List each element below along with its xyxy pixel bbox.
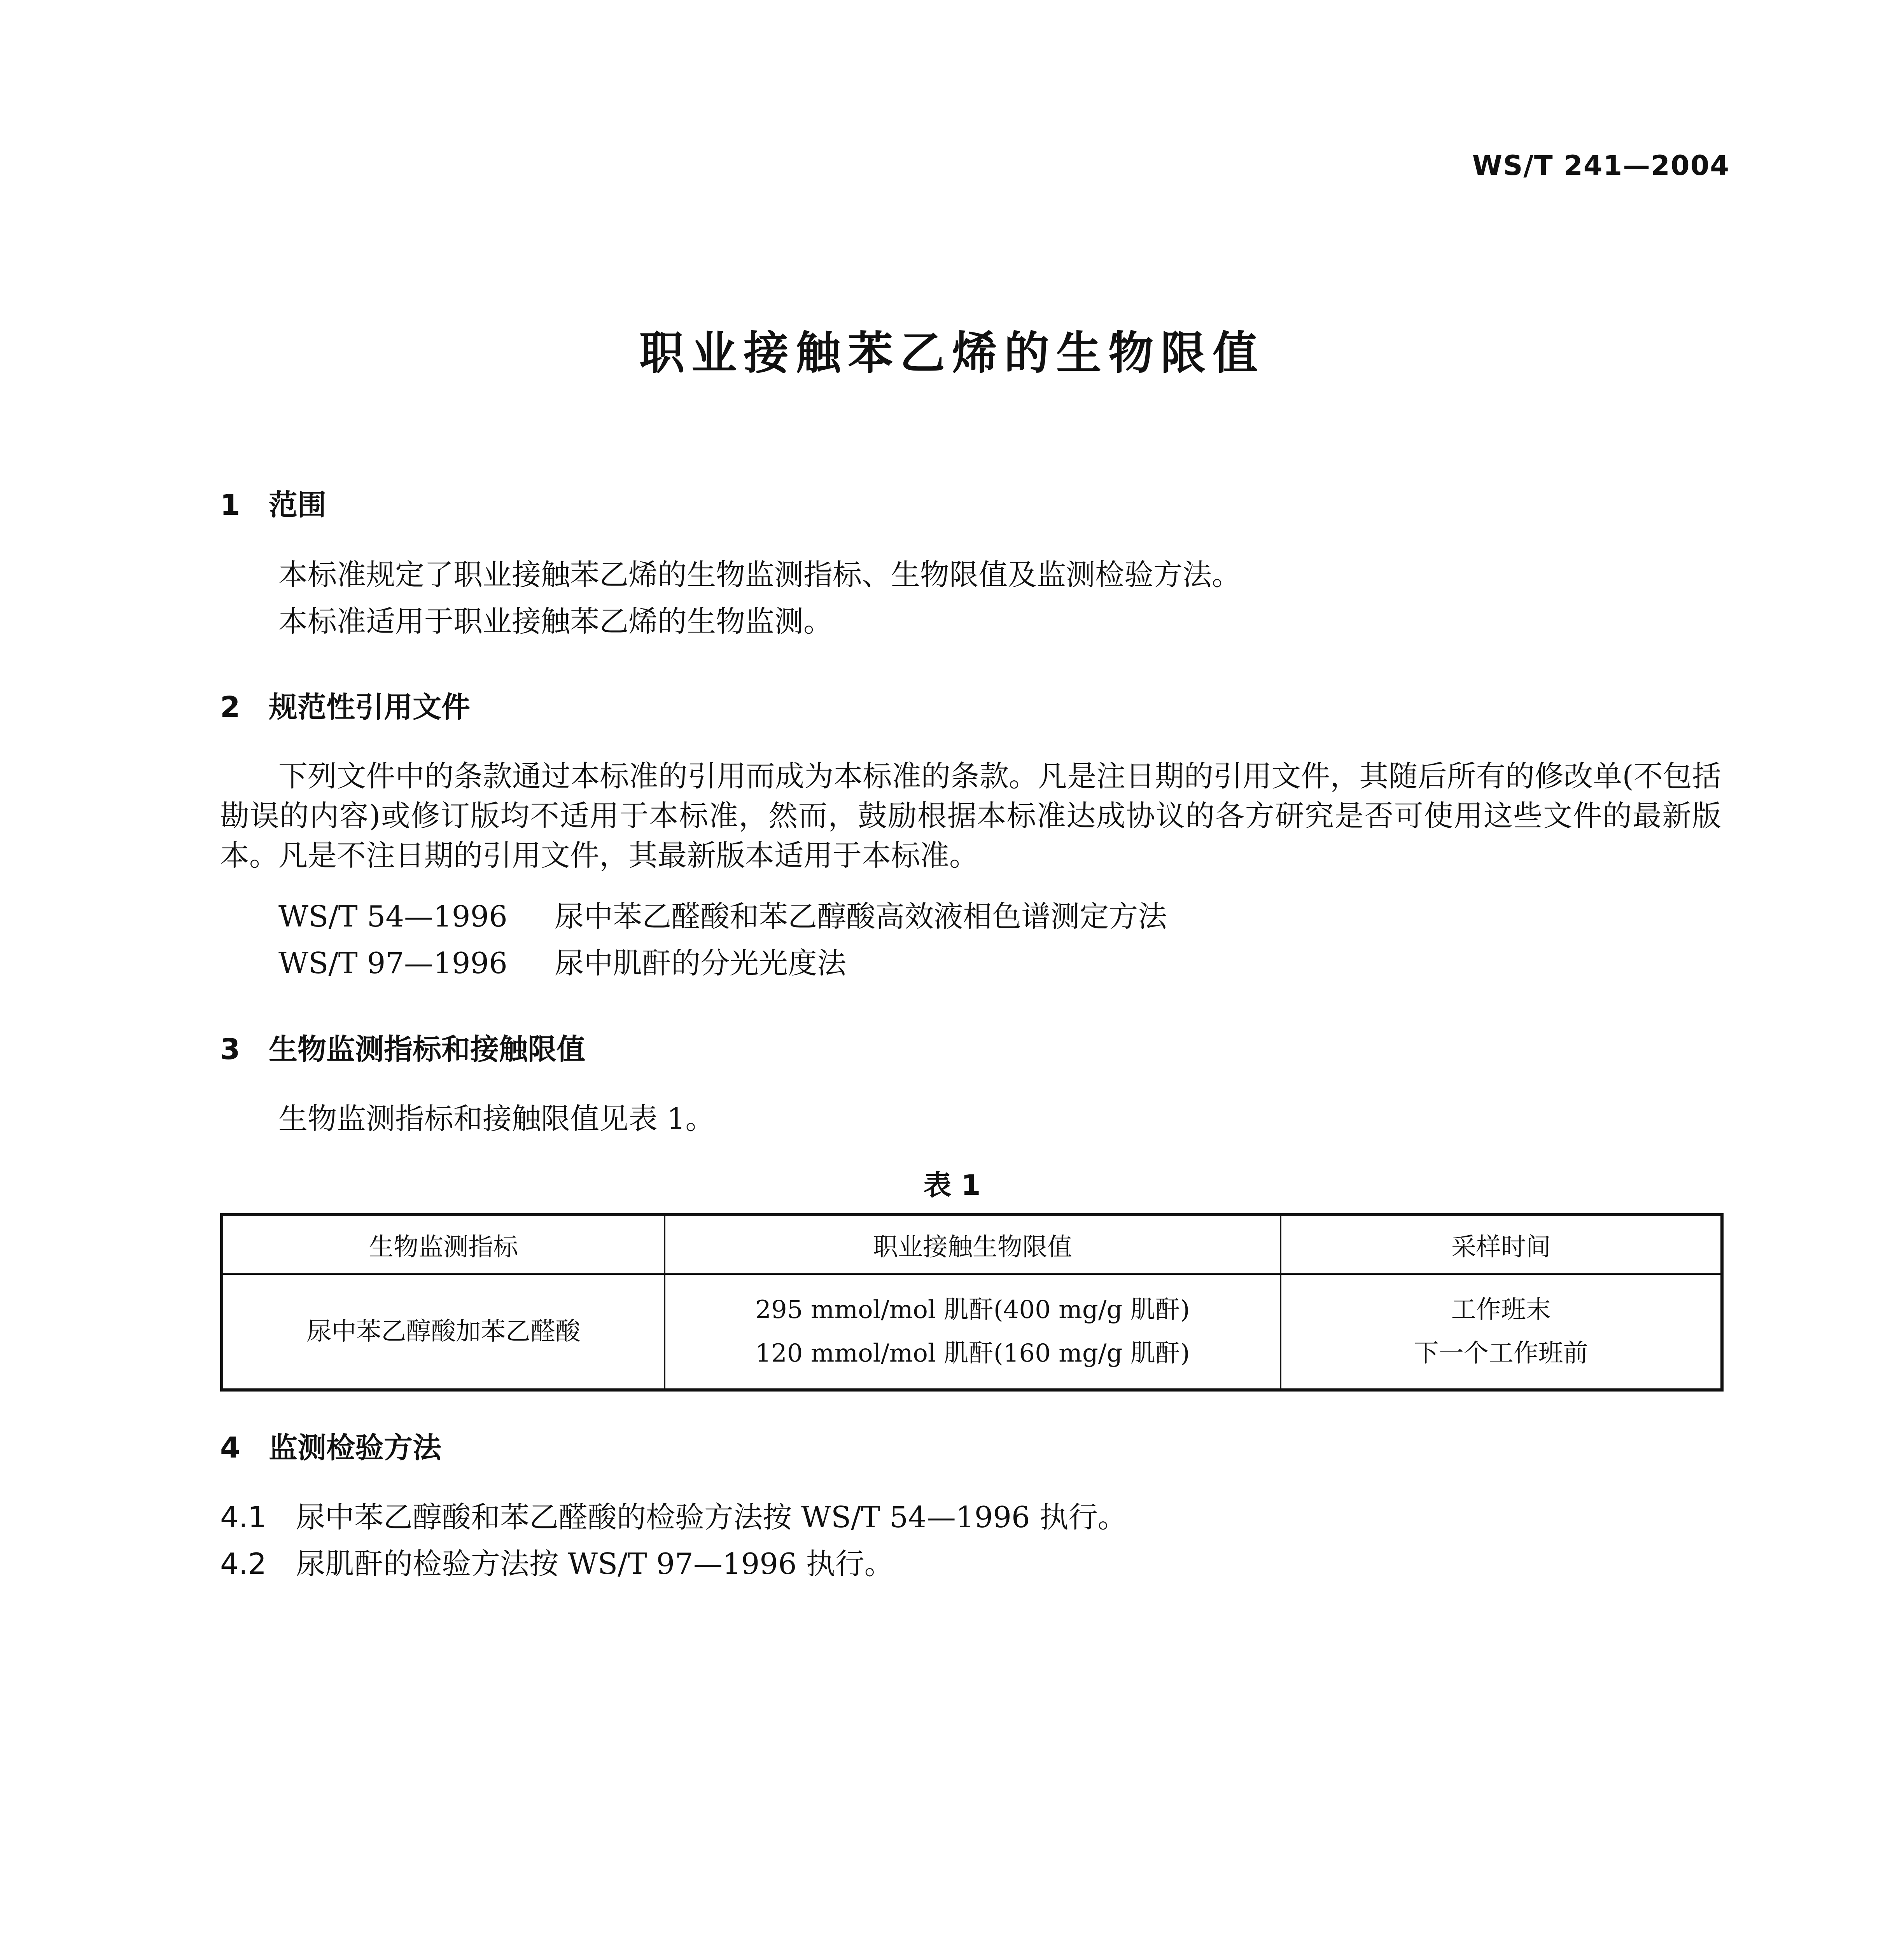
section-number: 4 — [220, 1431, 240, 1465]
table-header-sampling-time: 采样时间 — [1281, 1215, 1722, 1274]
table-header-row — [222, 1215, 1722, 1274]
section-4-heading — [220, 1425, 441, 1466]
scope-line-1: 本标准规定了职业接触苯乙烯的生物监测指标、生物限值及监测检验方法。 — [278, 558, 1241, 592]
reference-title: 尿中肌酐的分光光度法 — [555, 946, 847, 980]
method-item — [220, 1497, 1127, 1538]
section-1-heading — [220, 482, 326, 523]
indicator-cell: 尿中苯乙醇酸加苯乙醛酸 — [222, 1274, 665, 1390]
reference-item — [278, 943, 846, 984]
section-title: 监测检验方法 — [269, 1431, 441, 1465]
table-header-indicator: 生物监测指标 — [222, 1215, 665, 1274]
sampling-time: 下一个工作班前 — [1414, 1339, 1588, 1368]
section-title: 范围 — [269, 488, 326, 522]
item-number: 4.1 — [220, 1500, 267, 1534]
section-number: 3 — [220, 1033, 240, 1066]
section-number: 1 — [220, 488, 240, 522]
method-item — [220, 1544, 894, 1584]
reference-code: WS/T 97—1996 — [278, 946, 508, 980]
normative-references-paragraph: 下列文件中的条款通过本标准的引用而成为本标准的条款。凡是注日期的引用文件，其随后所有的修改单(不包括勘误的内容)或修订版均不适用于本标准，然而，鼓励根据本标准达成协议的各方研究是否可使用这些文件的最新版本。凡是不注日期的引用文件，其最新版本适用于本标准。 — [220, 759, 1721, 872]
sampling-time-cell — [1281, 1274, 1722, 1390]
limit-cell — [665, 1274, 1281, 1390]
item-number: 4.2 — [220, 1547, 267, 1581]
reference-item — [278, 896, 1167, 937]
item-text: 尿肌酐的检验方法按 WS/T 97—1996 执行。 — [296, 1547, 894, 1581]
sampling-time: 工作班末 — [1451, 1295, 1551, 1324]
table-caption: 表 1 — [923, 1169, 981, 1201]
scope-line-2: 本标准适用于职业接触苯乙烯的生物监测。 — [278, 604, 833, 638]
table-reference-line: 生物监测指标和接触限值见表 1。 — [278, 1101, 715, 1136]
biological-limits-table — [220, 1213, 1724, 1392]
section-3-heading — [220, 1026, 585, 1068]
section-2-heading — [220, 684, 470, 726]
section-title: 规范性引用文件 — [269, 691, 470, 724]
limit-value: 120 mmol/mol 肌酐(160 mg/g 肌酐) — [755, 1339, 1190, 1368]
standard-code: WS/T 241—2004 — [1472, 150, 1730, 182]
reference-title: 尿中苯乙醛酸和苯乙醇酸高效液相色谱测定方法 — [555, 899, 1167, 934]
limit-value: 295 mmol/mol 肌酐(400 mg/g 肌酐) — [755, 1295, 1190, 1324]
item-text: 尿中苯乙醇酸和苯乙醛酸的检验方法按 WS/T 54—1996 执行。 — [296, 1500, 1127, 1534]
reference-code: WS/T 54—1996 — [278, 899, 508, 934]
document-title: 职业接触苯乙烯的生物限值 — [639, 327, 1265, 379]
section-number: 2 — [220, 691, 240, 724]
table-header-limit: 职业接触生物限值 — [665, 1215, 1281, 1274]
section-title: 生物监测指标和接触限值 — [269, 1033, 585, 1066]
table-row — [222, 1274, 1722, 1390]
